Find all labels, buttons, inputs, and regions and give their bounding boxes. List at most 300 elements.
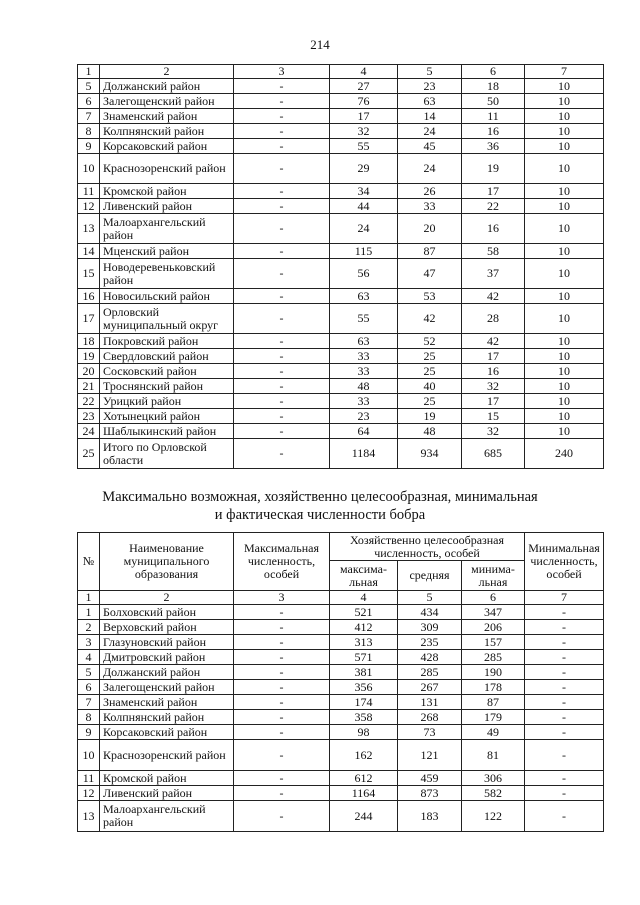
col5-cell: 25 <box>398 364 462 379</box>
col5-cell: 434 <box>398 605 462 620</box>
table-row <box>78 740 604 771</box>
col3-cell: - <box>234 244 330 259</box>
table-row <box>78 79 604 94</box>
district-name-cell: Знаменский район <box>100 695 234 710</box>
col3-cell: - <box>234 710 330 725</box>
col5-cell: 24 <box>398 124 462 139</box>
col3-cell: - <box>234 394 330 409</box>
col3-cell: - <box>234 635 330 650</box>
col7-cell: - <box>525 635 604 650</box>
col5-cell: 268 <box>398 710 462 725</box>
header-econ-max: максима- льная <box>330 561 398 591</box>
col7-cell: 10 <box>525 214 604 244</box>
col4-cell: 313 <box>330 635 398 650</box>
table-row <box>78 109 604 124</box>
col7-cell: 10 <box>525 349 604 364</box>
col4-cell: 63 <box>330 334 398 349</box>
district-name-cell: Свердловский район <box>100 349 234 364</box>
col6-cell: 36 <box>462 139 525 154</box>
row-number-cell: 7 <box>78 109 100 124</box>
col7-cell: - <box>525 710 604 725</box>
col6-cell: 19 <box>462 154 525 184</box>
table-row <box>78 259 604 289</box>
col7-cell: 10 <box>525 304 604 334</box>
district-name-cell: Покровский район <box>100 334 234 349</box>
col3-cell: - <box>234 79 330 94</box>
col3-cell: - <box>234 801 330 832</box>
col7-cell: - <box>525 725 604 740</box>
col6-cell: 685 <box>462 439 525 469</box>
col4-cell: 1164 <box>330 786 398 801</box>
col3-cell: - <box>234 771 330 786</box>
col6-cell: 11 <box>462 109 525 124</box>
col7-cell: - <box>525 740 604 771</box>
col3-cell: - <box>234 184 330 199</box>
col5-cell: 19 <box>398 409 462 424</box>
col3-cell: - <box>234 124 330 139</box>
col4-cell: 244 <box>330 801 398 832</box>
col4-cell: 162 <box>330 740 398 771</box>
col4-cell: 571 <box>330 650 398 665</box>
col3-cell: - <box>234 650 330 665</box>
header-econ-count: Хозяйственно целесообразная численность, особей <box>330 533 525 561</box>
col6-cell: 37 <box>462 259 525 289</box>
col3-cell: - <box>234 139 330 154</box>
col7-cell: 10 <box>525 124 604 139</box>
col5-cell: 183 <box>398 801 462 832</box>
table-row <box>78 605 604 620</box>
table-row <box>78 439 604 469</box>
col7-cell: 10 <box>525 259 604 289</box>
table-row <box>78 184 604 199</box>
col6-cell: 122 <box>462 801 525 832</box>
district-name-cell: Корсаковский район <box>100 725 234 740</box>
col5-cell: 48 <box>398 424 462 439</box>
col6-cell: 16 <box>462 364 525 379</box>
row-number-cell: 15 <box>78 259 100 289</box>
district-name-cell: Колпнянский район <box>100 124 234 139</box>
col4-cell: 63 <box>330 289 398 304</box>
table-row <box>78 710 604 725</box>
col4-cell: 17 <box>330 109 398 124</box>
district-name-cell: Кромской район <box>100 771 234 786</box>
col4-cell: 55 <box>330 304 398 334</box>
district-name-cell: Хотынецкий район <box>100 409 234 424</box>
district-name-cell: Кромской район <box>100 184 234 199</box>
col6-cell: 179 <box>462 710 525 725</box>
table-row <box>78 199 604 214</box>
row-number-cell: 12 <box>78 786 100 801</box>
col6-cell: 17 <box>462 349 525 364</box>
table-row <box>78 364 604 379</box>
row-number-cell: 10 <box>78 154 100 184</box>
table-row <box>78 304 604 334</box>
col6-cell: 157 <box>462 635 525 650</box>
col7-cell: 10 <box>525 244 604 259</box>
col7-cell: 10 <box>525 79 604 94</box>
row-number-cell: 13 <box>78 214 100 244</box>
col4-cell: 1184 <box>330 439 398 469</box>
col6-cell: 49 <box>462 725 525 740</box>
row-number-cell: 11 <box>78 771 100 786</box>
district-name-cell: Новосильский район <box>100 289 234 304</box>
table-row <box>78 786 604 801</box>
table-row <box>78 94 604 109</box>
col3-cell: - <box>234 154 330 184</box>
col6-cell: 22 <box>462 199 525 214</box>
district-name-cell: Сосковский район <box>100 364 234 379</box>
col5-cell: 47 <box>398 259 462 289</box>
col4-cell: 27 <box>330 79 398 94</box>
col4-cell: 381 <box>330 665 398 680</box>
col6-cell: 17 <box>462 184 525 199</box>
col7-cell: 240 <box>525 439 604 469</box>
col4-cell: 55 <box>330 139 398 154</box>
col3-cell: - <box>234 94 330 109</box>
column-number: 4 <box>330 65 398 79</box>
col3-cell: - <box>234 364 330 379</box>
col6-cell: 28 <box>462 304 525 334</box>
col5-cell: 121 <box>398 740 462 771</box>
col5-cell: 53 <box>398 289 462 304</box>
col5-cell: 33 <box>398 199 462 214</box>
col7-cell: 10 <box>525 379 604 394</box>
col7-cell: 10 <box>525 139 604 154</box>
col3-cell: - <box>234 349 330 364</box>
col4-cell: 24 <box>330 214 398 244</box>
table-row <box>78 244 604 259</box>
col5-cell: 73 <box>398 725 462 740</box>
row-number-cell: 20 <box>78 364 100 379</box>
col6-cell: 50 <box>462 94 525 109</box>
district-name-cell: Дмитровский район <box>100 650 234 665</box>
table-row <box>78 139 604 154</box>
district-name-cell: Малоархангельский район <box>100 214 234 244</box>
column-number: 4 <box>330 591 398 605</box>
column-number: 3 <box>234 591 330 605</box>
column-number: 2 <box>100 591 234 605</box>
table-row <box>78 650 604 665</box>
row-number-cell: 17 <box>78 304 100 334</box>
col7-cell: 10 <box>525 289 604 304</box>
col6-cell: 18 <box>462 79 525 94</box>
column-number: 5 <box>398 591 462 605</box>
col6-cell: 16 <box>462 214 525 244</box>
col5-cell: 52 <box>398 334 462 349</box>
row-number-cell: 8 <box>78 710 100 725</box>
row-number-cell: 7 <box>78 695 100 710</box>
col6-cell: 58 <box>462 244 525 259</box>
district-name-cell: Новодеревеньковский район <box>100 259 234 289</box>
col6-cell: 178 <box>462 680 525 695</box>
column-number: 7 <box>525 591 604 605</box>
row-number-cell: 1 <box>78 605 100 620</box>
col6-cell: 582 <box>462 786 525 801</box>
header-min-count: Минимальная численность, особей <box>525 533 604 591</box>
row-number-cell: 5 <box>78 79 100 94</box>
col7-cell: 10 <box>525 334 604 349</box>
bottom-table-column-numbers <box>78 591 604 605</box>
col5-cell: 309 <box>398 620 462 635</box>
column-number: 5 <box>398 65 462 79</box>
row-number-cell: 13 <box>78 801 100 832</box>
row-number-cell: 11 <box>78 184 100 199</box>
col4-cell: 98 <box>330 725 398 740</box>
col7-cell: 10 <box>525 394 604 409</box>
col5-cell: 934 <box>398 439 462 469</box>
table-row <box>78 801 604 832</box>
row-number-cell: 22 <box>78 394 100 409</box>
district-name-cell: Болховский район <box>100 605 234 620</box>
col7-cell: - <box>525 680 604 695</box>
col5-cell: 267 <box>398 680 462 695</box>
column-number: 3 <box>234 65 330 79</box>
col6-cell: 32 <box>462 424 525 439</box>
col4-cell: 56 <box>330 259 398 289</box>
col4-cell: 32 <box>330 124 398 139</box>
bottom-table-header-row <box>78 533 604 561</box>
col4-cell: 521 <box>330 605 398 620</box>
col5-cell: 45 <box>398 139 462 154</box>
table-row <box>78 214 604 244</box>
col5-cell: 14 <box>398 109 462 124</box>
table-row <box>78 665 604 680</box>
col4-cell: 33 <box>330 349 398 364</box>
col6-cell: 42 <box>462 334 525 349</box>
district-name-cell: Троснянский район <box>100 379 234 394</box>
table-row <box>78 695 604 710</box>
district-name-cell: Знаменский район <box>100 109 234 124</box>
col5-cell: 873 <box>398 786 462 801</box>
district-name-cell: Корсаковский район <box>100 139 234 154</box>
row-number-cell: 19 <box>78 349 100 364</box>
col3-cell: - <box>234 214 330 244</box>
district-name-cell: Орловский муниципальный округ <box>100 304 234 334</box>
district-name-cell: Итого по Орловской области <box>100 439 234 469</box>
col4-cell: 34 <box>330 184 398 199</box>
col5-cell: 20 <box>398 214 462 244</box>
column-number: 7 <box>525 65 604 79</box>
col4-cell: 412 <box>330 620 398 635</box>
col7-cell: - <box>525 665 604 680</box>
column-number: 1 <box>78 65 100 79</box>
row-number-cell: 10 <box>78 740 100 771</box>
col7-cell: - <box>525 620 604 635</box>
header-econ-avg: средняя <box>398 561 462 591</box>
col4-cell: 115 <box>330 244 398 259</box>
row-number-cell: 25 <box>78 439 100 469</box>
col4-cell: 33 <box>330 394 398 409</box>
col4-cell: 76 <box>330 94 398 109</box>
column-number: 6 <box>462 65 525 79</box>
column-number: 1 <box>78 591 100 605</box>
col5-cell: 459 <box>398 771 462 786</box>
col5-cell: 87 <box>398 244 462 259</box>
row-number-cell: 12 <box>78 199 100 214</box>
col7-cell: 10 <box>525 154 604 184</box>
col3-cell: - <box>234 439 330 469</box>
col6-cell: 42 <box>462 289 525 304</box>
col5-cell: 25 <box>398 349 462 364</box>
section-heading-line-1: Максимально возможная, хозяйственно целесообразная, минимальная <box>102 489 538 505</box>
section-heading <box>0 488 640 524</box>
col4-cell: 174 <box>330 695 398 710</box>
table-row <box>78 620 604 635</box>
col7-cell: 10 <box>525 409 604 424</box>
bottom-table <box>77 532 604 832</box>
row-number-cell: 6 <box>78 94 100 109</box>
col4-cell: 44 <box>330 199 398 214</box>
col5-cell: 26 <box>398 184 462 199</box>
row-number-cell: 3 <box>78 635 100 650</box>
district-name-cell: Мценский район <box>100 244 234 259</box>
table-row <box>78 334 604 349</box>
district-name-cell: Должанский район <box>100 665 234 680</box>
row-number-cell: 24 <box>78 424 100 439</box>
col6-cell: 16 <box>462 124 525 139</box>
row-number-cell: 4 <box>78 650 100 665</box>
col5-cell: 24 <box>398 154 462 184</box>
col7-cell: - <box>525 801 604 832</box>
col5-cell: 131 <box>398 695 462 710</box>
col7-cell: - <box>525 786 604 801</box>
col3-cell: - <box>234 786 330 801</box>
col4-cell: 358 <box>330 710 398 725</box>
col5-cell: 40 <box>398 379 462 394</box>
col3-cell: - <box>234 409 330 424</box>
district-name-cell: Краснозоренский район <box>100 740 234 771</box>
col3-cell: - <box>234 695 330 710</box>
district-name-cell: Урицкий район <box>100 394 234 409</box>
col7-cell: 10 <box>525 109 604 124</box>
row-number-cell: 23 <box>78 409 100 424</box>
district-name-cell: Залегощенский район <box>100 680 234 695</box>
col3-cell: - <box>234 304 330 334</box>
col3-cell: - <box>234 665 330 680</box>
table-row <box>78 725 604 740</box>
table-row <box>78 349 604 364</box>
col3-cell: - <box>234 289 330 304</box>
col7-cell: 10 <box>525 199 604 214</box>
district-name-cell: Должанский район <box>100 79 234 94</box>
col4-cell: 612 <box>330 771 398 786</box>
col6-cell: 17 <box>462 394 525 409</box>
table-row <box>78 379 604 394</box>
col3-cell: - <box>234 379 330 394</box>
district-name-cell: Малоархангельский район <box>100 801 234 832</box>
table-row <box>78 289 604 304</box>
col7-cell: - <box>525 650 604 665</box>
district-name-cell: Залегощенский район <box>100 94 234 109</box>
col3-cell: - <box>234 680 330 695</box>
col6-cell: 32 <box>462 379 525 394</box>
col5-cell: 428 <box>398 650 462 665</box>
row-number-cell: 9 <box>78 139 100 154</box>
col7-cell: - <box>525 605 604 620</box>
col3-cell: - <box>234 605 330 620</box>
column-number: 6 <box>462 591 525 605</box>
col4-cell: 23 <box>330 409 398 424</box>
table-row <box>78 124 604 139</box>
header-number: № <box>78 533 100 591</box>
col4-cell: 29 <box>330 154 398 184</box>
col5-cell: 63 <box>398 94 462 109</box>
table-row <box>78 409 604 424</box>
col6-cell: 306 <box>462 771 525 786</box>
col3-cell: - <box>234 725 330 740</box>
row-number-cell: 14 <box>78 244 100 259</box>
col5-cell: 42 <box>398 304 462 334</box>
district-name-cell: Шаблыкинский район <box>100 424 234 439</box>
col5-cell: 25 <box>398 394 462 409</box>
row-number-cell: 6 <box>78 680 100 695</box>
col3-cell: - <box>234 259 330 289</box>
col6-cell: 81 <box>462 740 525 771</box>
col7-cell: - <box>525 771 604 786</box>
district-name-cell: Колпнянский район <box>100 710 234 725</box>
header-name: Наименование муниципального образования <box>100 533 234 591</box>
col7-cell: 10 <box>525 184 604 199</box>
row-number-cell: 5 <box>78 665 100 680</box>
header-max-count: Максимальная численность, особей <box>234 533 330 591</box>
col3-cell: - <box>234 199 330 214</box>
page-number: 214 <box>310 37 330 52</box>
col5-cell: 235 <box>398 635 462 650</box>
header-econ-min: минима- льная <box>462 561 525 591</box>
table-row <box>78 154 604 184</box>
table-row <box>78 771 604 786</box>
table-row <box>78 680 604 695</box>
district-name-cell: Краснозоренский район <box>100 154 234 184</box>
row-number-cell: 2 <box>78 620 100 635</box>
table-row <box>78 635 604 650</box>
row-number-cell: 21 <box>78 379 100 394</box>
table-row <box>78 394 604 409</box>
col6-cell: 347 <box>462 605 525 620</box>
row-number-cell: 9 <box>78 725 100 740</box>
col7-cell: 10 <box>525 94 604 109</box>
district-name-cell: Глазуновский район <box>100 635 234 650</box>
col3-cell: - <box>234 334 330 349</box>
col6-cell: 190 <box>462 665 525 680</box>
row-number-cell: 16 <box>78 289 100 304</box>
row-number-cell: 18 <box>78 334 100 349</box>
district-name-cell: Верховский район <box>100 620 234 635</box>
top-table-column-numbers <box>78 65 604 79</box>
col7-cell: 10 <box>525 364 604 379</box>
row-number-cell: 8 <box>78 124 100 139</box>
col5-cell: 23 <box>398 79 462 94</box>
top-table <box>77 64 604 469</box>
col3-cell: - <box>234 740 330 771</box>
col4-cell: 356 <box>330 680 398 695</box>
col6-cell: 87 <box>462 695 525 710</box>
col6-cell: 206 <box>462 620 525 635</box>
district-name-cell: Ливенский район <box>100 199 234 214</box>
col7-cell: 10 <box>525 424 604 439</box>
table-row <box>78 424 604 439</box>
col4-cell: 48 <box>330 379 398 394</box>
district-name-cell: Ливенский район <box>100 786 234 801</box>
col4-cell: 33 <box>330 364 398 379</box>
col3-cell: - <box>234 109 330 124</box>
col4-cell: 64 <box>330 424 398 439</box>
col6-cell: 15 <box>462 409 525 424</box>
col6-cell: 285 <box>462 650 525 665</box>
col7-cell: - <box>525 695 604 710</box>
column-number: 2 <box>100 65 234 79</box>
col3-cell: - <box>234 424 330 439</box>
